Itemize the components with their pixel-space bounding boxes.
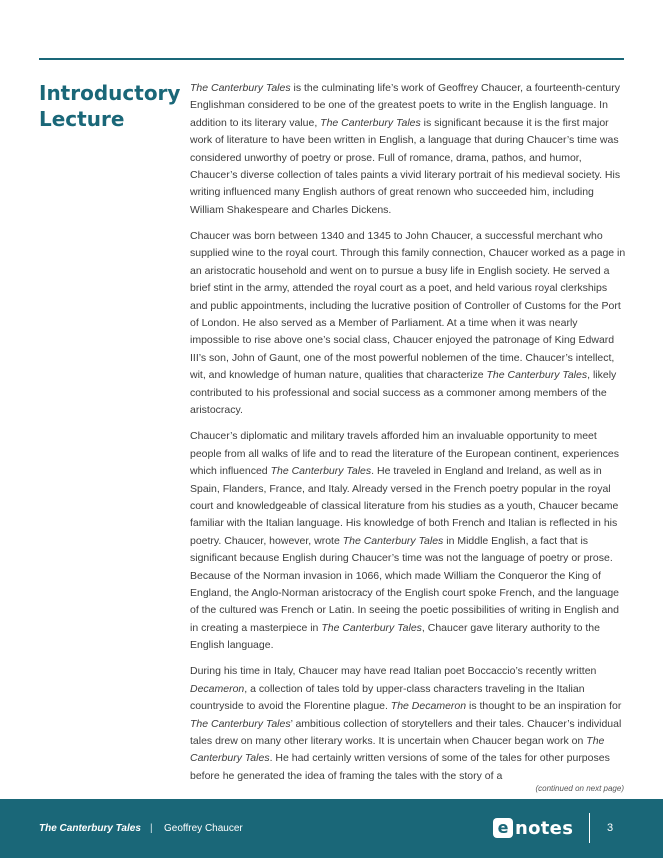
footer-bar — [0, 799, 663, 858]
text-run: in Middle English, a fact that is significant because English during Chaucer’s time was not the language of poetry or prose. Because of the Norman invasion in 1066, which made William the Conqueror the King of England, the Anglo-Norman aristocracy of the English court spoke French, and the language of the cultured was French or Latin. In seeing the poetic possibilities of writing in English and in creating a masterpiece in — [190, 534, 620, 634]
italic-title-run: The Canterbury Tales — [321, 621, 422, 634]
text-run: ’ ambitious collection of storytellers and their tales. Chaucer’s individual tales drew on many other literary works. It is uncertain when Chaucer began work on — [190, 717, 622, 748]
text-run: , a collection of tales told by upper-class characters traveling in the Italian countryside to avoid the Florentine plague. — [190, 682, 585, 713]
italic-title-run: The Canterbury Tales — [486, 369, 588, 382]
italic-title-run: The Canterbury Tales — [320, 116, 421, 129]
text-run: is the culminating life’s work of Geoffrey Chaucer, a fourteenth-century Englishman considered to be one of the greatest poets to write in the English language. In addition to its literary value, — [190, 82, 620, 129]
footer-author: Geoffrey Chaucer — [164, 823, 243, 834]
heading-line-2: Lecture — [39, 107, 125, 131]
page-number: 3 — [607, 822, 614, 834]
text-run: , likely contributed to his professional and social success as a commoner among members of the aristocracy. — [190, 369, 617, 417]
italic-title-run: The Canterbury Tales — [270, 465, 372, 478]
body-paragraph — [190, 428, 627, 654]
top-divider — [39, 58, 624, 60]
text-run: Chaucer was born between 1340 and 1345 to John Chaucer, a successful merchant who supplied wine to the royal court. Through this family connection, Chaucer worked as a page in an aristocratic household and went on to pursue a busy life in English society. He served a brief stint in the army, attended the royal court as a poet, and held various royal clerkships and public appointments, including the lucrative position of Controller of Customs for the Port of London. He also served as a Member of Parliament. At a time when it was nearly impossible to rise above one’s social class, Chaucer enjoyed the patronage of King Edward III’s son, John of Gaunt, one of the most powerful noblemen of the time. Chaucer’s intellect, wit, and knowledge of human nature, qualities that characterize — [190, 230, 626, 382]
text-run: . He had certainly written versions of some of the tales for other purposes before he generated the idea of framing the tales with the story of a — [190, 752, 610, 782]
italic-title-run: The Decameron — [390, 700, 467, 713]
continued-note: (continued on next page) — [535, 784, 624, 793]
body-paragraph — [190, 663, 627, 785]
italic-title-run: Decameron — [190, 682, 245, 695]
footer-separator: | — [150, 823, 153, 834]
enotes-logo[interactable] — [493, 816, 573, 840]
italic-title-run: The Canterbury Tales — [190, 82, 291, 94]
footer-vertical-divider — [589, 813, 590, 843]
logo-e-mark: e — [493, 818, 513, 838]
body-paragraph — [190, 228, 627, 419]
text-run: Chaucer’s diplomatic and military travels afforded him an invaluable opportunity to meet people from all walks of life and to read the literature of the European continent, experiences which influenced — [190, 430, 620, 478]
section-heading — [39, 80, 179, 132]
text-run: , Chaucer gave literary authority to the English language. — [190, 621, 600, 652]
body-paragraph — [190, 80, 627, 219]
italic-title-run: The Canterbury Tales — [342, 534, 444, 547]
text-run: . He traveled in England and Ireland, as well as in Spain, Flanders, France, and Italy. Already versed in the French poetry popular in the royal court and knowledgeable of classical literature from his studies as a youth, Chaucer became familiar with the Italian language. His knowledge of both French and Italian is reflected in his poetry. Chaucer, however, wrote — [190, 465, 619, 547]
footer-book-title: The Canterbury Tales — [39, 823, 141, 834]
logo-wordmark: notes — [515, 817, 574, 839]
text-run: is significant because it is the first major work of literature to have been written in English, a language that during Chaucer’s time was considered unworthy of poetry or prose. Full of romance, drama, pathos, and humor, Chaucer’s diverse collection of tales paints a vivid literary portrait of his medieval society. His writing influenced many English authors of great renown who succeeded him, including William Shakespeare and Charles Dickens. — [190, 116, 621, 216]
italic-title-run: The Canterbury Tales — [190, 717, 291, 730]
italic-title-run: The Canterbury Tales — [190, 735, 605, 765]
text-run: is thought to be an inspiration for — [466, 700, 622, 713]
text-run: During his time in Italy, Chaucer may have read Italian poet Boccaccio’s recently written — [190, 665, 597, 678]
heading-line-1: Introductory — [39, 81, 181, 105]
body-text — [190, 80, 627, 794]
